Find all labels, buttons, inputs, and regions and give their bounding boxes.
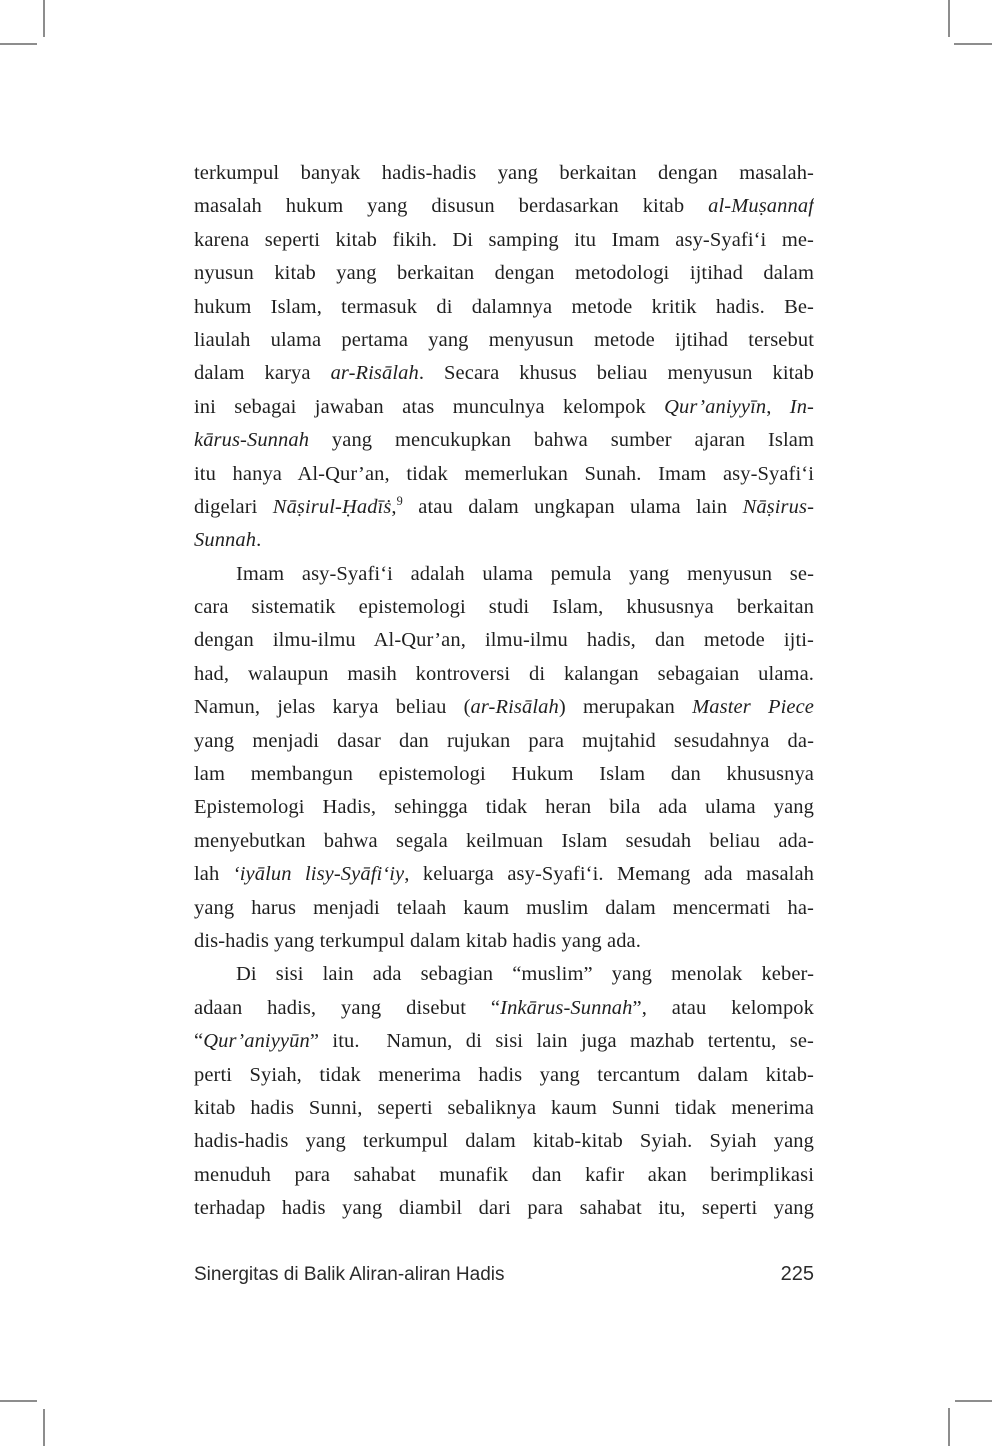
text-segment: karena seperti kitab fikih. Di samping itu Imam asy-Syafi‘i me- xyxy=(194,228,814,251)
text-segment: had, walaupun masih kontroversi di kalangan sebagaian ulama. xyxy=(194,662,814,685)
text-line xyxy=(194,524,814,557)
crop-mark-bottom-left-vertical xyxy=(43,1409,45,1446)
running-footer-title: Sinergitas di Balik Aliran-aliran Hadis xyxy=(194,1264,505,1285)
text-segment: ar-Risālah xyxy=(330,362,419,385)
text-line xyxy=(194,892,814,925)
text-line xyxy=(194,1125,814,1158)
text-segment: ar-Risālah xyxy=(470,696,559,719)
crop-mark-bottom-right-horizontal xyxy=(955,1400,992,1402)
text-segment: masalah hukum yang disusun berdasarkan kitab xyxy=(194,195,709,218)
text-line xyxy=(194,558,814,591)
text-segment: ‘iyālun lisy-Syāfi‘iy xyxy=(232,863,405,886)
text-line xyxy=(194,958,814,991)
text-segment: , xyxy=(766,395,790,418)
text-line xyxy=(194,1159,814,1192)
text-segment: yang mencukupkan bahwa sumber ajaran Islam xyxy=(309,429,814,452)
text-segment: Master Piece xyxy=(692,696,814,719)
text-line xyxy=(194,1025,814,1058)
text-segment: yang menjadi dasar dan rujukan para mujtahid sesudahnya da- xyxy=(194,729,814,752)
crop-mark-top-right-horizontal xyxy=(954,43,992,45)
text-segment: adaan hadis, yang disebut “ xyxy=(194,996,501,1019)
text-segment: “ xyxy=(194,1030,204,1053)
text-line xyxy=(194,357,814,390)
text-segment: Inkārus-Sunnah xyxy=(500,996,633,1019)
footnote-marker: 9 xyxy=(396,494,403,509)
crop-mark-top-left-horizontal xyxy=(0,43,37,45)
text-segment: Di sisi lain ada sebagian “muslim” yang menolak keber- xyxy=(236,963,814,986)
paragraph xyxy=(194,958,814,1225)
text-segment: hadis-hadis yang terkumpul dalam kitab-kitab Syiah. Syiah yang xyxy=(194,1130,814,1153)
text-segment: , keluarga asy-Syafi‘i. Memang ada masalah xyxy=(404,863,814,886)
text-line xyxy=(194,391,814,424)
text-segment: terkumpul banyak hadis-hadis yang berkaitan dengan masalah- xyxy=(194,162,814,184)
text-line xyxy=(194,190,814,223)
text-segment: kārus-Sunnah xyxy=(194,429,310,452)
text-block xyxy=(194,157,814,1226)
text-segment: In- xyxy=(789,395,814,418)
text-line xyxy=(194,925,814,958)
text-line xyxy=(194,658,814,691)
text-line xyxy=(194,157,814,190)
text-segment: lah xyxy=(194,863,233,886)
text-segment: yang harus menjadi telaah kaum muslim dalam mencermati ha- xyxy=(194,896,814,919)
text-line xyxy=(194,791,814,824)
text-line xyxy=(194,992,814,1025)
text-segment: al-Muṣannaf xyxy=(708,195,814,218)
text-line xyxy=(194,691,814,724)
text-segment: lam membangun epistemologi Hukum Islam dan khususnya xyxy=(194,763,814,786)
text-segment: Sunnah xyxy=(194,529,257,552)
text-segment: liaulah ulama pertama yang menyusun metode ijtihad tersebut xyxy=(194,328,814,351)
text-segment: itu hanya Al-Qur’an, tidak memerlukan Sunah. Imam asy-Syafi‘i xyxy=(194,462,814,485)
crop-mark-bottom-right-vertical xyxy=(948,1408,950,1446)
text-segment: nyusun kitab yang berkaitan dengan metodologi ijtihad dalam xyxy=(194,262,814,285)
page-footer xyxy=(194,1263,814,1286)
text-segment: , xyxy=(391,495,397,518)
page-number: 225 xyxy=(780,1263,814,1285)
text-segment: digelari xyxy=(194,495,273,518)
text-segment: Nāṣirul-Ḥadīṡ xyxy=(272,495,392,518)
text-line xyxy=(194,291,814,324)
text-segment: Qur’aniyyīn xyxy=(664,395,767,418)
text-line xyxy=(194,1192,814,1225)
text-segment: ini sebagai jawaban atas munculnya kelompok xyxy=(194,395,665,418)
text-segment: perti Syiah, tidak menerima hadis yang tercantum dalam kitab- xyxy=(194,1063,814,1086)
text-line xyxy=(194,224,814,257)
text-segment: dis-hadis yang terkumpul dalam kitab hadis yang ada. xyxy=(194,929,641,952)
paragraph xyxy=(194,157,814,558)
text-segment: . Secara khusus beliau menyusun kitab xyxy=(418,362,814,385)
text-segment: cara sistematik epistemologi studi Islam, khususnya berkaitan xyxy=(194,596,814,619)
text-segment: hukum Islam, termasuk di dalamnya metode kritik hadis. Be- xyxy=(194,295,814,318)
text-segment: Nāṣirus- xyxy=(742,495,814,518)
text-segment: Imam asy-Syafi‘i adalah ulama pemula yang menyusun se- xyxy=(236,562,814,585)
paragraph xyxy=(194,558,814,959)
text-line xyxy=(194,758,814,791)
text-segment: ” itu. Namun, di sisi lain juga mazhab tertentu, se- xyxy=(309,1030,814,1053)
text-line xyxy=(194,458,814,491)
text-segment: ) merupakan xyxy=(558,696,693,719)
text-segment: kitab hadis Sunni, seperti sebaliknya kaum Sunni tidak menerima xyxy=(194,1096,814,1119)
text-line xyxy=(194,257,814,290)
text-segment: Namun, jelas karya beliau ( xyxy=(194,696,471,719)
text-line xyxy=(194,1092,814,1125)
crop-mark-bottom-left-horizontal xyxy=(0,1400,37,1402)
text-segment: ”, atau kelompok xyxy=(632,996,814,1019)
text-line xyxy=(194,825,814,858)
crop-mark-top-right-vertical xyxy=(948,0,950,37)
text-segment: dengan ilmu-ilmu Al-Qur’an, ilmu-ilmu hadis, dan metode ijti- xyxy=(194,629,814,652)
text-segment: atau dalam ungkapan ulama lain xyxy=(402,495,743,518)
text-segment: menyebutkan bahwa segala keilmuan Islam sesudah beliau ada- xyxy=(194,829,814,852)
text-line xyxy=(194,424,814,457)
text-line xyxy=(194,858,814,891)
text-segment: terhadap hadis yang diambil dari para sahabat itu, seperti yang xyxy=(194,1197,814,1220)
crop-mark-top-left-vertical xyxy=(43,0,45,37)
text-line xyxy=(194,1059,814,1092)
text-line xyxy=(194,725,814,758)
text-segment: Qur’aniyyūn xyxy=(203,1030,310,1053)
text-line xyxy=(194,624,814,657)
text-segment: Epistemologi Hadis, sehingga tidak heran bila ada ulama yang xyxy=(194,796,814,819)
text-segment: dalam karya xyxy=(194,362,331,385)
text-line xyxy=(194,324,814,357)
text-segment: . xyxy=(256,529,262,552)
text-line xyxy=(194,591,814,624)
text-segment: menuduh para sahabat munafik dan kafir akan berimplikasi xyxy=(194,1163,814,1186)
text-line xyxy=(194,491,814,524)
